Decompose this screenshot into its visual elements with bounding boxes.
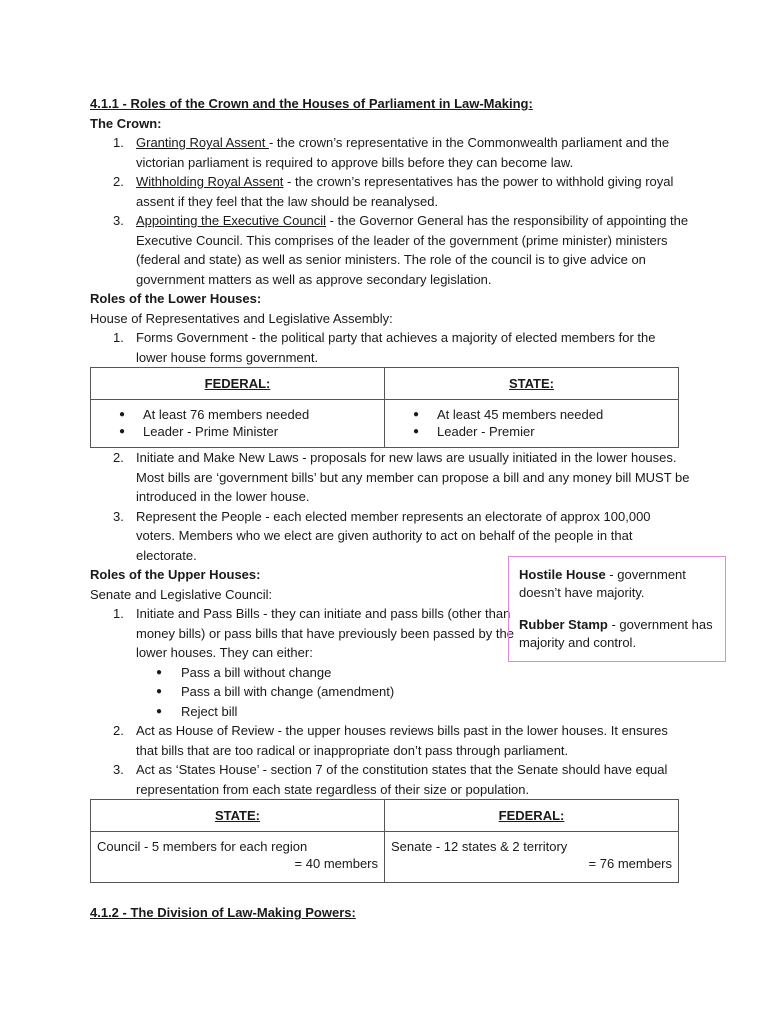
list-item: 3. Appointing the Executive Council - the Governor General has the responsibility of appointing the Executive Council. This comprises of the leader of the government (prime minister) ministers (federal and state) as well as senior ministers. The role of the council is to give advice on government matters as well as approve secondary legislation.: [113, 213, 689, 287]
term: Granting Royal Assent: [136, 135, 269, 150]
table-cell-state: [385, 400, 679, 448]
lower-houses-heading: Roles of the Lower Houses:: [90, 291, 262, 306]
list-item: 2. Initiate and Make New Laws - proposals for new laws are usually initiated in the lower houses. Most bills are ‘government bills’ but any member can propose a bill and any money bill MUST be introduced in the lower house.: [113, 450, 690, 504]
upper-houses-subtitle: Senate and Legislative Council:: [90, 586, 273, 602]
list-item: 1. Granting Royal Assent - the crown’s representative in the Commonwealth parliament and the victorian parliament is required to approve bills before they can become law.: [113, 135, 670, 170]
table-header-state: STATE:: [91, 800, 385, 832]
lower-houses-subtitle: House of Representatives and Legislative Assembly:: [90, 310, 393, 326]
table-header-federal: FEDERAL:: [91, 368, 385, 400]
crown-heading: The Crown:: [90, 115, 162, 131]
term: Withholding Royal Assent: [136, 174, 284, 189]
table-bullet: ● At least 76 members needed: [91, 406, 378, 423]
crown-list: [90, 133, 690, 289]
callout-entry: Rubber Stamp - government has majority and control.: [519, 617, 713, 650]
lower-list-a: [90, 328, 690, 367]
list-item: ● Reject bill: [90, 702, 690, 722]
table-cell-federal: Senate - 12 states & 2 territory = 76 members: [385, 832, 679, 883]
table-bullet: ● Leader - Prime Minister: [91, 423, 378, 440]
list-item: 1. Initiate and Pass Bills - they can initiate and pass bills (other than money bills) or pass bills that have previously been passed by the lower houses. They can either:: [113, 606, 514, 660]
list-item: ● Pass a bill without change: [90, 663, 690, 683]
list-item: ● Pass a bill with change (amendment): [90, 682, 690, 702]
term: Appointing the Executive Council: [136, 213, 327, 228]
lower-list-b: [90, 448, 690, 565]
table-cell-federal: [91, 400, 385, 448]
section-heading-4-1-2: 4.1.2 - The Division of Law-Making Powers:: [90, 905, 356, 920]
lower-houses-table: [90, 367, 679, 448]
list-item: 3. Represent the People - each elected member represents an electorate of approx 100,000 voters. Members who we elect are given authority to act on behalf of the people in that electorate.: [113, 508, 651, 563]
table-header-state: STATE:: [385, 368, 679, 400]
list-item: 3. Act as ‘States House’ - section 7 of the constitution states that the Senate should have equal representation from each state regardless of their size or population.: [113, 762, 668, 797]
list-item: 2. Withholding Royal Assent - the crown’s representatives has the power to withhold giving royal assent if they feel that the law should be reanalysed.: [113, 174, 674, 209]
upper-houses-heading: Roles of the Upper Houses:: [90, 567, 261, 582]
document-page: [90, 94, 690, 923]
upper-list-b: [90, 721, 690, 799]
upper-options-list: [90, 663, 690, 722]
table-bullet: ● At least 45 members needed: [385, 406, 672, 423]
table-cell-state: Council - 5 members for each region = 40 members: [91, 832, 385, 883]
upper-houses-table: [90, 799, 679, 883]
list-item: 1. Forms Government - the political party that achieves a majority of elected members for the lower house forms government.: [113, 330, 656, 365]
table-header-federal: FEDERAL:: [385, 800, 679, 832]
table-bullet: ● Leader - Premier: [385, 423, 672, 440]
list-item: 2. Act as House of Review - the upper houses reviews bills past in the lower houses. It ensures that bills that are too radical or inappropriate don’t pass through parliament.: [113, 723, 668, 758]
callout-entry: Hostile House - government doesn’t have majority.: [519, 567, 686, 600]
section-heading-4-1-1: 4.1.1 - Roles of the Crown and the Houses of Parliament in Law-Making:: [90, 96, 533, 111]
definitions-callout: [508, 556, 726, 662]
